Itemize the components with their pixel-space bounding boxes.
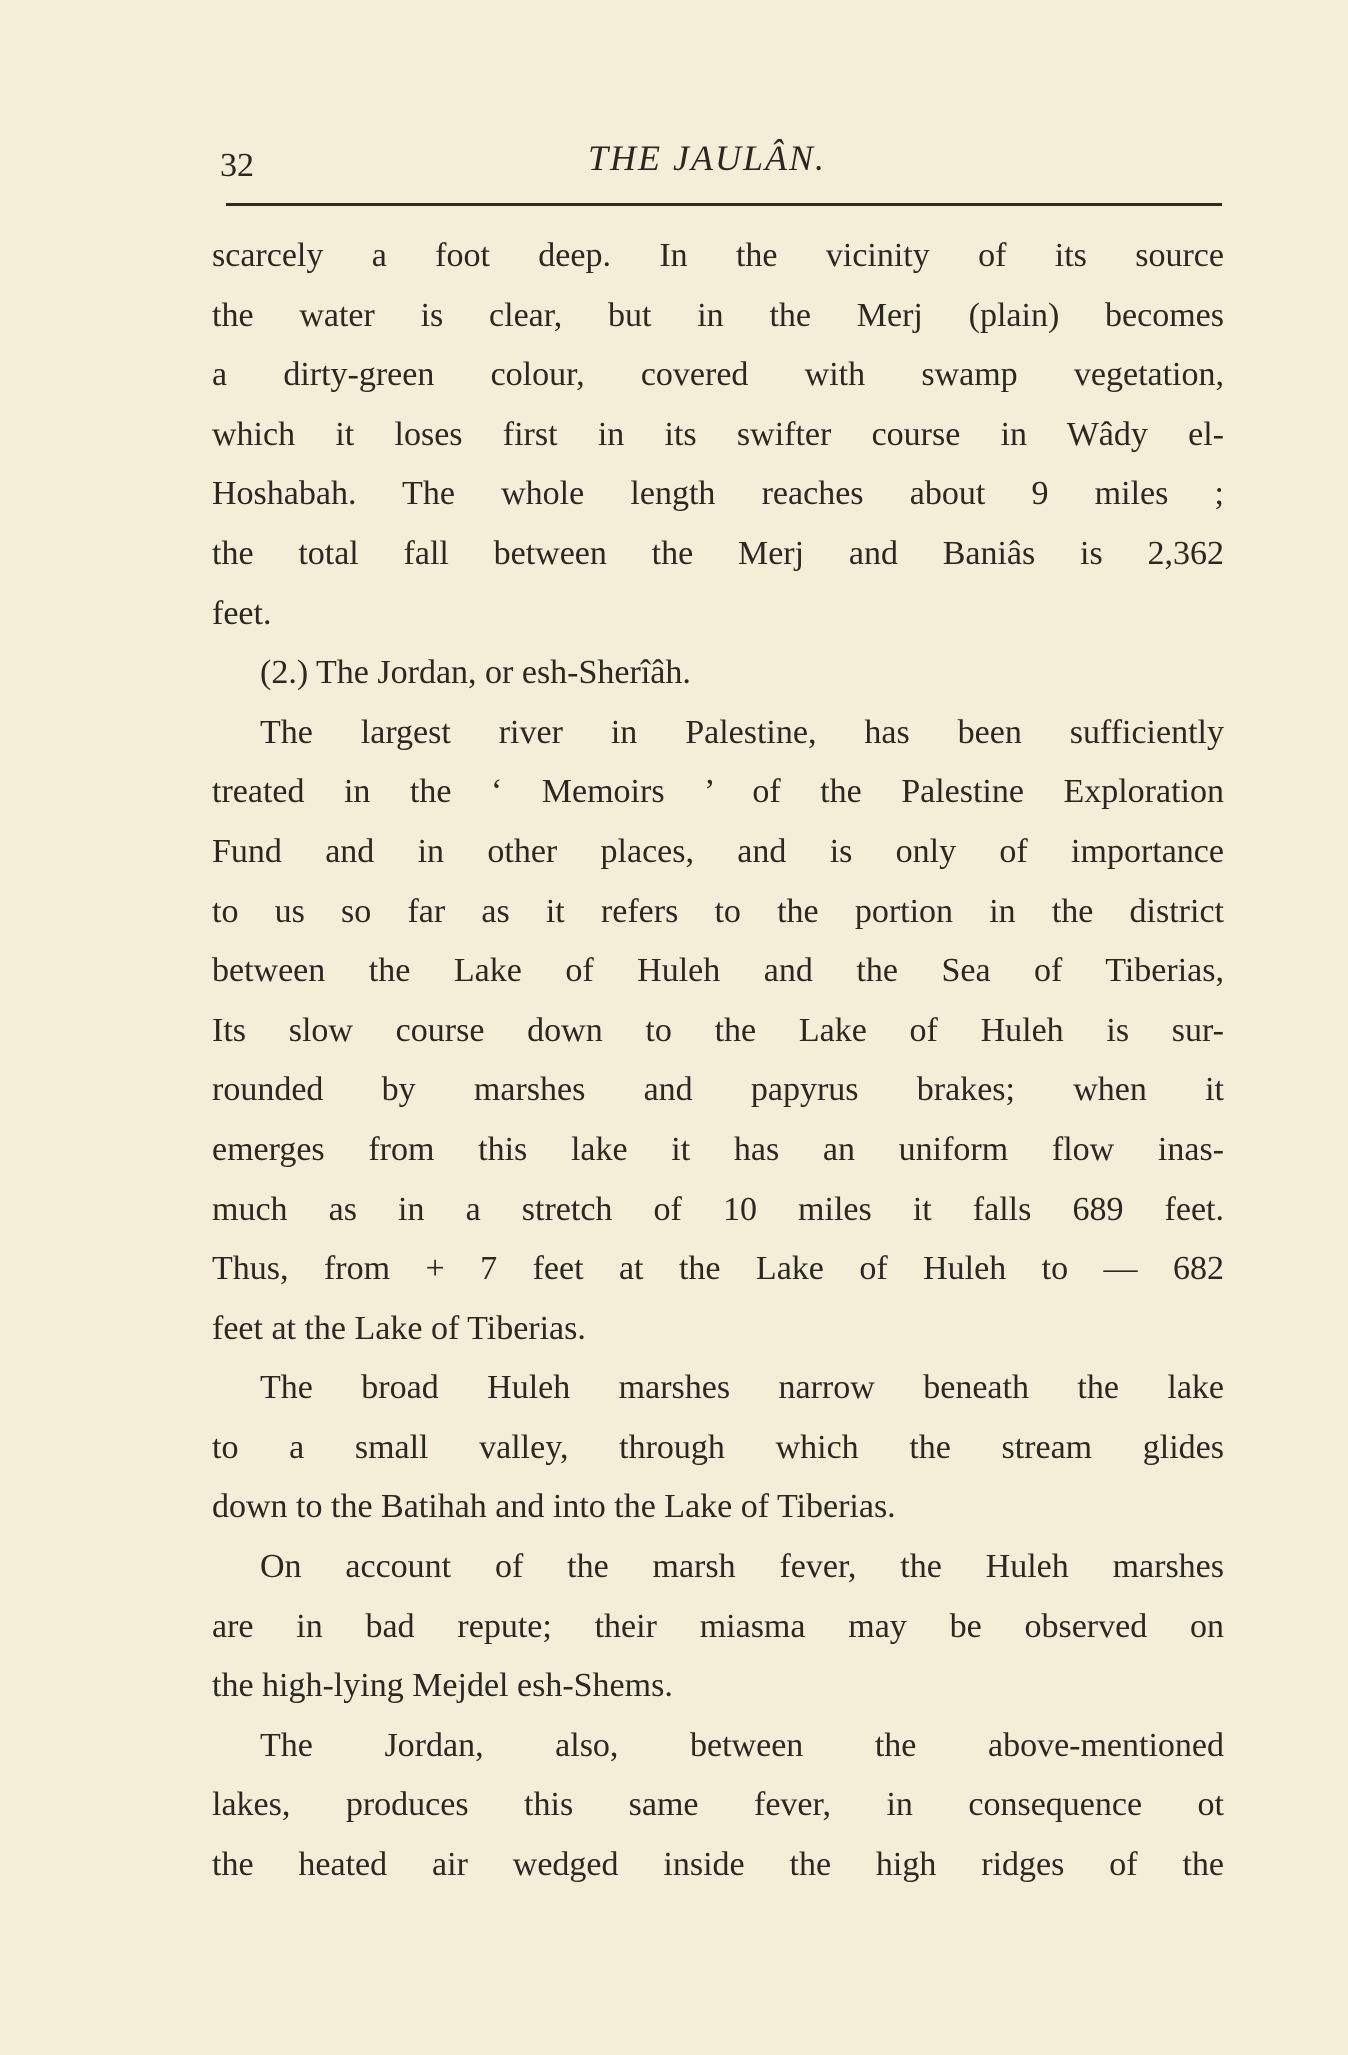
- text-line: scarcely a foot deep. In the vicinity of its source: [212, 237, 1224, 274]
- text-line: much as in a stretch of 10 miles it falls 689 feet.: [212, 1190, 1224, 1228]
- text-line: Thus, from + 7 feet at the Lake of Huleh to — 682: [212, 1250, 1224, 1288]
- section-heading: (2.) The Jordan, or esh-Sherîâh.: [260, 654, 691, 692]
- text-line: emerges from this lake it has an uniform flow inas-: [212, 1130, 1224, 1168]
- text-line: the total fall between the Merj and Baniâs is 2,362: [212, 534, 1224, 572]
- text-line: are in bad repute; their miasma may be observed on: [212, 1607, 1224, 1645]
- text-line: between the Lake of Huleh and the Sea of Tiberias,: [212, 952, 1224, 990]
- body-text: [212, 226, 1224, 1895]
- header-rule: [226, 203, 1222, 206]
- page-header: [220, 135, 1220, 195]
- text-line: The broad Huleh marshes narrow beneath the lake: [260, 1369, 1224, 1407]
- text-line: On account of the marsh fever, the Huleh marshes: [260, 1548, 1224, 1586]
- text-line: lakes, produces this same fever, in consequence ot: [212, 1786, 1224, 1824]
- text-line: treated in the ‘ Memoirs ’ of the Palestine Exploration: [212, 773, 1224, 811]
- text-line: the water is clear, but in the Merj (plain) becomes: [212, 296, 1224, 334]
- page-number: 32: [220, 147, 254, 184]
- text-line: which it loses first in its swifter course in Wâdy el-: [212, 415, 1224, 453]
- text-line: Its slow course down to the Lake of Huleh is sur-: [212, 1011, 1224, 1049]
- text-line: to us so far as it refers to the portion in the district: [212, 892, 1224, 930]
- text-line: feet.: [212, 594, 272, 632]
- text-line: down to the Batihah and into the Lake of Tiberias.: [212, 1488, 896, 1526]
- text-line: the high-lying Mejdel esh-Shems.: [212, 1667, 673, 1705]
- text-line: The Jordan, also, between the above-mentioned: [260, 1726, 1224, 1764]
- text-line: feet at the Lake of Tiberias.: [212, 1309, 586, 1347]
- running-title: THE JAULÂN.: [588, 138, 826, 178]
- text-line: rounded by marshes and papyrus brakes; when it: [212, 1071, 1224, 1109]
- text-line: to a small valley, through which the stream glides: [212, 1428, 1224, 1466]
- text-line: Hoshabah. The whole length reaches about 9 miles ;: [212, 475, 1224, 513]
- text-line: a dirty-green colour, covered with swamp vegetation,: [212, 356, 1224, 394]
- text-line: Fund and in other places, and is only of importance: [212, 832, 1224, 870]
- text-line: The largest river in Palestine, has been sufficiently: [260, 713, 1224, 751]
- text-line: the heated air wedged inside the high ridges of the: [212, 1846, 1224, 1884]
